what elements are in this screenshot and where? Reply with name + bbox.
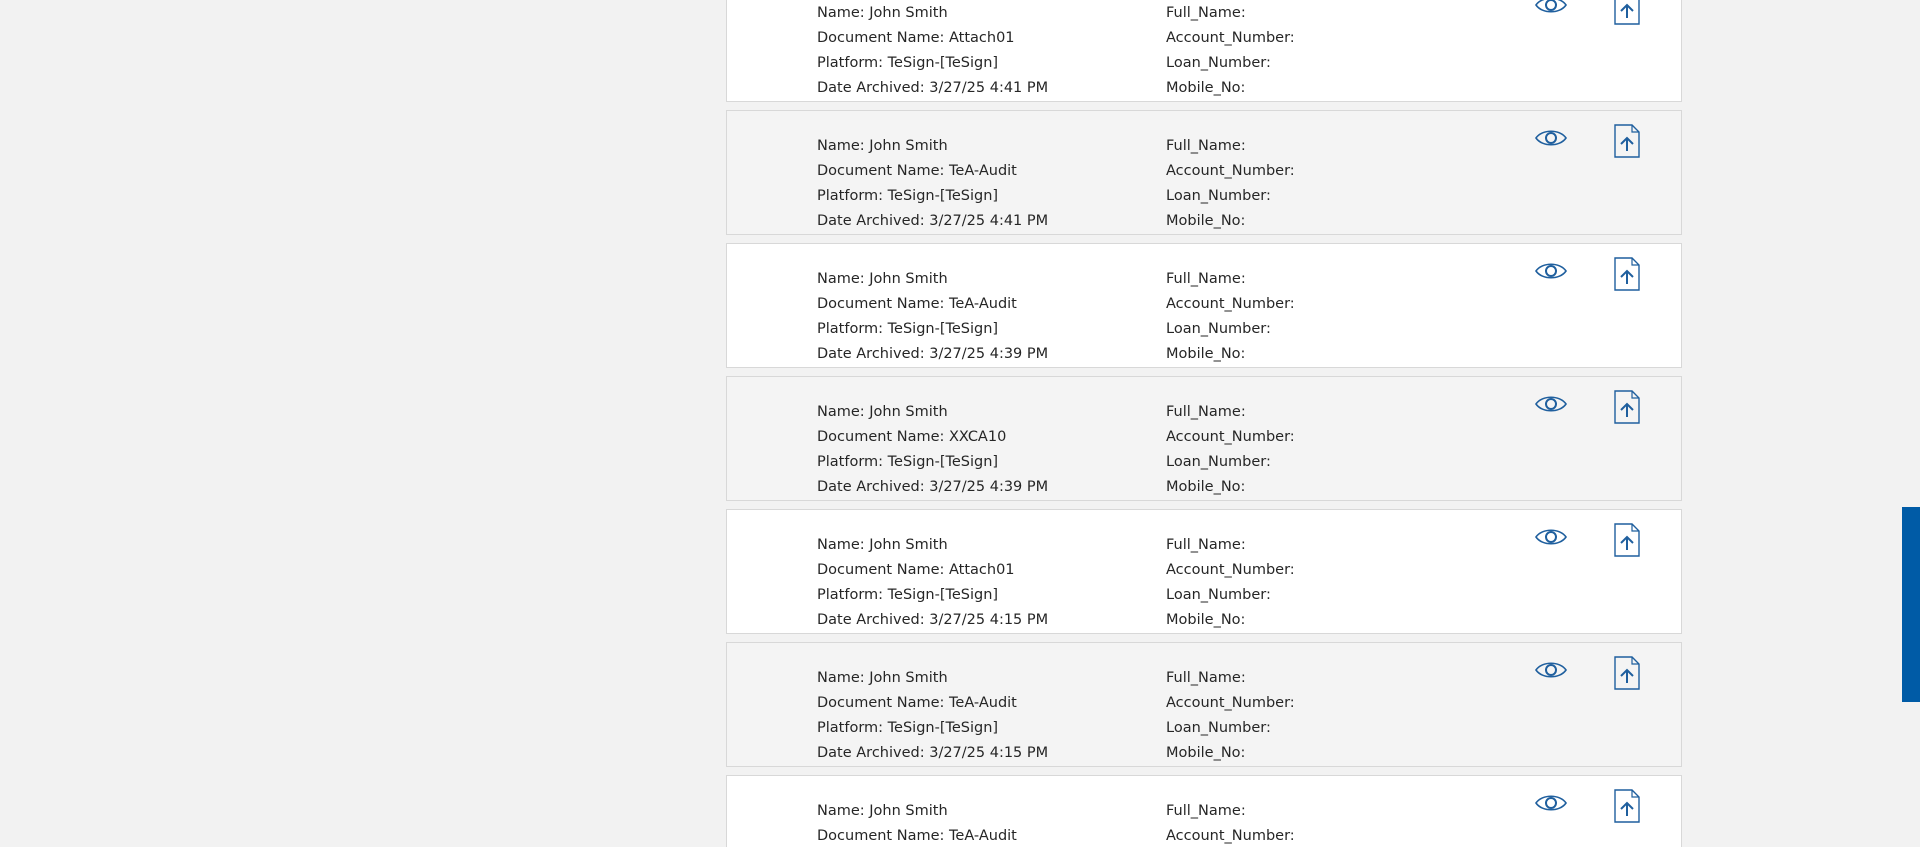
file-upload-icon: [1613, 656, 1641, 690]
record-index-fields: [1166, 1, 1295, 101]
archive-record-card: [726, 642, 1682, 767]
record-document-name: Document Name: XXCA10: [817, 429, 1007, 445]
record-full-name: Full_Name:: [1166, 670, 1246, 686]
upload-document-button[interactable]: [1613, 789, 1641, 823]
record-mobile-no: Mobile_No:: [1166, 479, 1246, 495]
view-document-button[interactable]: [1533, 657, 1569, 683]
upload-document-button[interactable]: [1613, 390, 1641, 424]
record-primary-details: [817, 400, 1048, 500]
record-loan-number: Loan_Number:: [1166, 55, 1271, 71]
eye-icon: [1534, 526, 1568, 548]
record-account-number: Account_Number:: [1166, 828, 1295, 844]
record-full-name: Full_Name:: [1166, 404, 1246, 420]
archive-record-list: [726, 0, 1682, 847]
record-full-name: Full_Name:: [1166, 537, 1246, 553]
record-primary-details: [817, 666, 1048, 766]
record-loan-number: Loan_Number:: [1166, 720, 1271, 736]
record-mobile-no: Mobile_No:: [1166, 80, 1246, 96]
eye-icon: [1534, 393, 1568, 415]
record-document-name: Document Name: TeA-Audit: [817, 296, 1017, 312]
record-name: Name: John Smith: [817, 670, 948, 686]
file-upload-icon: [1613, 390, 1641, 424]
upload-document-button[interactable]: [1613, 656, 1641, 690]
record-date-archived: Date Archived: 3/27/25 4:15 PM: [817, 745, 1049, 761]
record-account-number: Account_Number:: [1166, 429, 1295, 445]
scrollbar-thumb[interactable]: [1902, 507, 1920, 702]
record-name: Name: John Smith: [817, 537, 948, 553]
record-account-number: Account_Number:: [1166, 163, 1295, 179]
upload-document-button[interactable]: [1613, 0, 1641, 25]
record-date-archived: Date Archived: 3/27/25 4:41 PM: [817, 213, 1049, 229]
record-index-fields: [1166, 400, 1295, 500]
file-upload-icon: [1613, 257, 1641, 291]
archive-record-card: [726, 243, 1682, 368]
record-name: Name: John Smith: [817, 803, 948, 819]
record-date-archived: Date Archived: 3/27/25 4:41 PM: [817, 80, 1049, 96]
record-index-fields: [1166, 666, 1295, 766]
record-document-name: Document Name: Attach01: [817, 30, 1015, 46]
view-document-button[interactable]: [1533, 0, 1569, 18]
record-platform: Platform: TeSign-[TeSign]: [817, 321, 999, 337]
record-platform: Platform: TeSign-[TeSign]: [817, 188, 999, 204]
record-account-number: Account_Number:: [1166, 695, 1295, 711]
record-loan-number: Loan_Number:: [1166, 587, 1271, 603]
record-date-archived: Date Archived: 3/27/25 4:39 PM: [817, 479, 1049, 495]
record-primary-details: [817, 1, 1048, 101]
eye-icon: [1534, 0, 1568, 16]
record-full-name: Full_Name:: [1166, 138, 1246, 154]
record-document-name: Document Name: TeA-Audit: [817, 163, 1017, 179]
view-document-button[interactable]: [1533, 790, 1569, 816]
archive-record-card: [726, 509, 1682, 634]
record-name: Name: John Smith: [817, 271, 948, 287]
file-upload-icon: [1613, 0, 1641, 25]
record-document-name: Document Name: TeA-Audit: [817, 695, 1017, 711]
eye-icon: [1534, 127, 1568, 149]
record-index-fields: [1166, 267, 1295, 367]
file-upload-icon: [1613, 523, 1641, 557]
record-index-fields: [1166, 533, 1295, 633]
upload-document-button[interactable]: [1613, 257, 1641, 291]
record-document-name: Document Name: Attach01: [817, 562, 1015, 578]
record-primary-details: [817, 134, 1048, 234]
record-mobile-no: Mobile_No:: [1166, 346, 1246, 362]
record-primary-details: [817, 267, 1048, 367]
archive-record-card: [726, 376, 1682, 501]
file-upload-icon: [1613, 124, 1641, 158]
record-index-fields: [1166, 799, 1295, 847]
upload-document-button[interactable]: [1613, 124, 1641, 158]
file-upload-icon: [1613, 789, 1641, 823]
archive-record-card: [726, 775, 1682, 847]
record-loan-number: Loan_Number:: [1166, 321, 1271, 337]
record-account-number: Account_Number:: [1166, 562, 1295, 578]
record-index-fields: [1166, 134, 1295, 234]
record-mobile-no: Mobile_No:: [1166, 213, 1246, 229]
archive-record-card: [726, 110, 1682, 235]
record-loan-number: Loan_Number:: [1166, 188, 1271, 204]
eye-icon: [1534, 659, 1568, 681]
record-primary-details: [817, 533, 1048, 633]
record-full-name: Full_Name:: [1166, 271, 1246, 287]
record-date-archived: Date Archived: 3/27/25 4:15 PM: [817, 612, 1049, 628]
record-primary-details: [817, 799, 1017, 847]
record-loan-number: Loan_Number:: [1166, 454, 1271, 470]
view-document-button[interactable]: [1533, 391, 1569, 417]
record-name: Name: John Smith: [817, 5, 948, 21]
record-account-number: Account_Number:: [1166, 30, 1295, 46]
eye-icon: [1534, 792, 1568, 814]
record-platform: Platform: TeSign-[TeSign]: [817, 55, 999, 71]
eye-icon: [1534, 260, 1568, 282]
record-name: Name: John Smith: [817, 138, 948, 154]
record-mobile-no: Mobile_No:: [1166, 612, 1246, 628]
record-document-name: Document Name: TeA-Audit: [817, 828, 1017, 844]
record-platform: Platform: TeSign-[TeSign]: [817, 454, 999, 470]
record-platform: Platform: TeSign-[TeSign]: [817, 720, 999, 736]
archive-record-card: [726, 0, 1682, 102]
view-document-button[interactable]: [1533, 125, 1569, 151]
view-document-button[interactable]: [1533, 524, 1569, 550]
record-name: Name: John Smith: [817, 404, 948, 420]
upload-document-button[interactable]: [1613, 523, 1641, 557]
record-mobile-no: Mobile_No:: [1166, 745, 1246, 761]
view-document-button[interactable]: [1533, 258, 1569, 284]
record-full-name: Full_Name:: [1166, 5, 1246, 21]
record-full-name: Full_Name:: [1166, 803, 1246, 819]
record-date-archived: Date Archived: 3/27/25 4:39 PM: [817, 346, 1049, 362]
record-platform: Platform: TeSign-[TeSign]: [817, 587, 999, 603]
record-account-number: Account_Number:: [1166, 296, 1295, 312]
